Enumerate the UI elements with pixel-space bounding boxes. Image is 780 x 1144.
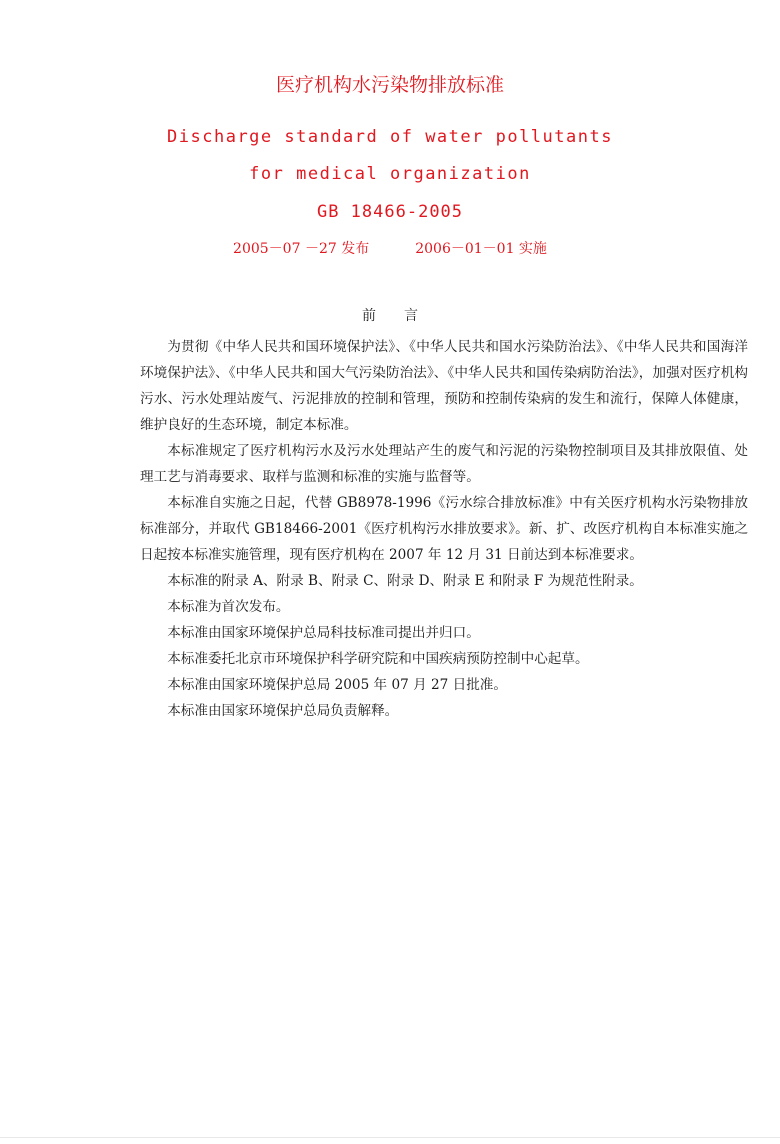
preface-paragraph: 本标准委托北京市环境保护科学研究院和中国疾病预防控制中心起草。 (167, 651, 589, 667)
preface-paragraph: 本标准的附录 A、附录 B、附录 C、附录 D、附录 E 和附录 F 为规范性附录。 (167, 573, 643, 589)
preface-paragraph: 为贯彻《中华人民共和国环境保护法》、《中华人民共和国水污染防治法》、《中华人民共和国海洋环境保护法》、《中华人民共和国大气污染防治法》、《中华人民共和国传染病防治法》，加强对医疗机构污水、污水处理站废气、污泥排放的控制和管理，预防和控制传染病的发生和流行，保障人体健康，维护良好的生态环境，制定本标准。 (140, 339, 748, 433)
page-bottom-divider (0, 1137, 780, 1138)
preface-paragraph: 本标准为首次发布。 (167, 599, 290, 615)
preface-heading: 前言 (362, 308, 446, 324)
dates-line (0, 238, 780, 258)
document-title-en-line1: Discharge standard of water pollutants (167, 127, 613, 147)
document-title-en-line2: for medical organization (249, 164, 531, 184)
preface-paragraph: 本标准规定了医疗机构污水及污水处理站产生的废气和污泥的污染物控制项目及其排放限值、处理工艺与消毒要求、取样与监测和标准的实施与监督等。 (140, 443, 748, 485)
implement-date: 2006－01－01 实施 (415, 241, 547, 257)
preface-paragraph: 本标准自实施之日起，代替 GB8978-1996《污水综合排放标准》中有关医疗机构水污染物排放标准部分，并取代 GB18466-2001《医疗机构污水排放要求》。新、扩、改医疗机构自本标准实施之日起按本标准实施管理，现有医疗机构在 2007 年 12 月 31 日前达到本标准要求。 (140, 495, 748, 563)
preface-body (140, 334, 748, 724)
preface-paragraph: 本标准由国家环境保护总局 2005 年 07 月 27 日批准。 (167, 677, 507, 693)
issue-date: 2005－07 －27 发布 (233, 241, 370, 257)
preface-paragraph: 本标准由国家环境保护总局科技标准司提出并归口。 (167, 625, 480, 641)
document-title-cn: 医疗机构水污染物排放标准 (275, 74, 504, 96)
preface-paragraph: 本标准由国家环境保护总局负责解释。 (167, 703, 399, 719)
standard-number: GB 18466-2005 (316, 202, 464, 222)
